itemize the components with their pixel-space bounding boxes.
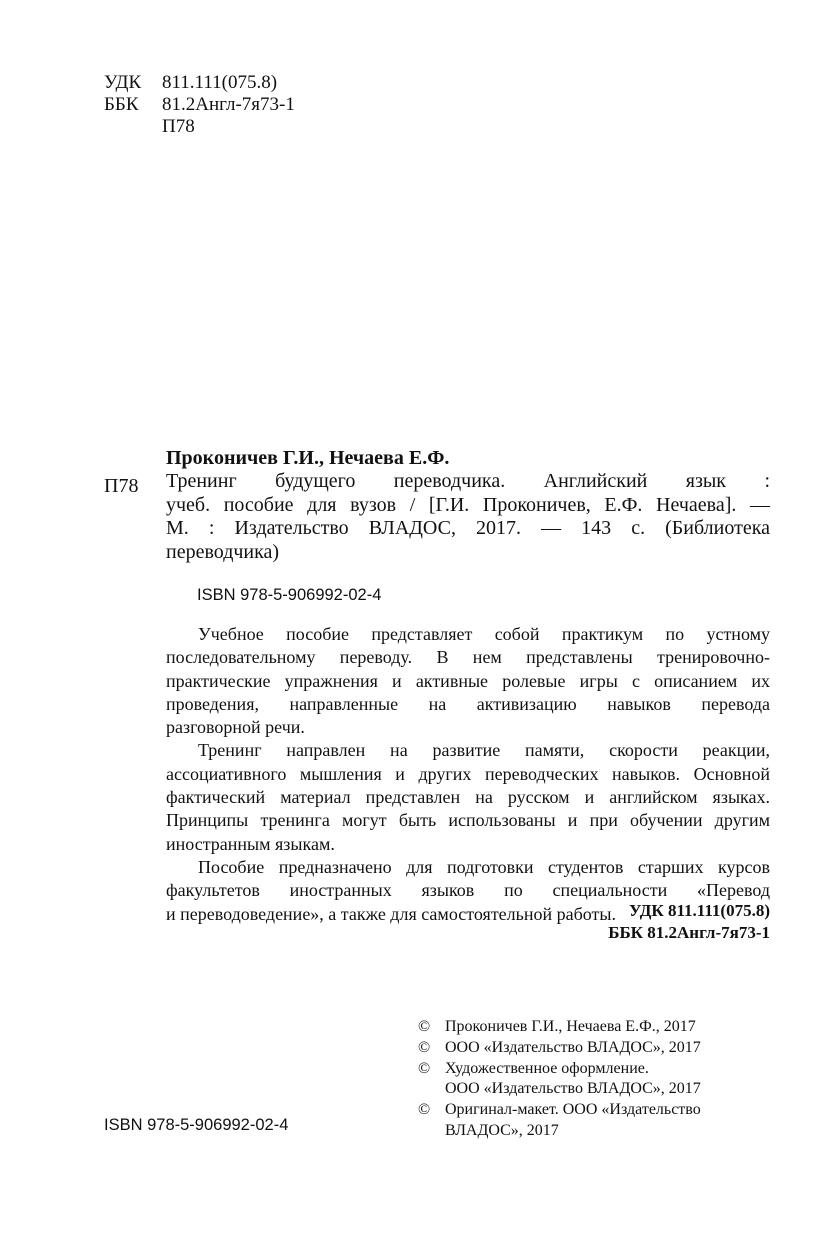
- annotation-line: Пособие предназначено для подготовки студентов старших курсов: [198, 856, 770, 877]
- copyright-entry-continuation: [418, 1079, 701, 1100]
- annotation-line: и переводоведение», а также для самостоятельной работы.: [166, 903, 616, 924]
- copyright-entry-continuation: [418, 1121, 701, 1142]
- copyright-text: Оригинал-макет. ООО «Издательство: [445, 1101, 701, 1119]
- copyright-icon: ©: [418, 1101, 431, 1119]
- bbk-code-right: ББК 81.2Англ-7я73-1: [608, 923, 770, 942]
- copyright-block: [418, 1017, 701, 1142]
- udk-row: [104, 72, 295, 94]
- bib-line: переводчика): [166, 540, 280, 563]
- copyright-icon: ©: [418, 1059, 431, 1077]
- annotation-line: проведения, направленные на активизацию навыков перевода: [166, 693, 770, 714]
- bib-line: Тренинг будущего переводчика. Английский язык :: [166, 470, 770, 492]
- copyright-entry: [418, 1100, 701, 1121]
- bbk-value: 81.2Англ-7я73-1: [162, 94, 295, 115]
- annotation: [166, 623, 770, 926]
- author-code: П78: [162, 116, 195, 137]
- bibliographic-description: [166, 470, 770, 564]
- annotation-line: практические упражнения и активные ролевые игры с описанием их: [166, 670, 770, 691]
- bbk-label: ББК: [104, 94, 139, 115]
- author-code-left: П78: [104, 475, 139, 497]
- udk-label: УДК: [104, 72, 142, 93]
- copyright-entry: [418, 1059, 701, 1080]
- classification-codes-right: [608, 900, 770, 944]
- classification-block: [104, 72, 295, 138]
- author-heading: Проконичев Г.И., Нечаева Е.Ф.: [166, 447, 450, 469]
- annotation-line: ассоциативного мышления и других переводческих навыков. Основной: [166, 763, 770, 784]
- bbk-row: [104, 94, 295, 116]
- copyright-entry: [418, 1017, 701, 1038]
- bib-line: учеб. пособие для вузов / [Г.И. Проконичев, Е.Ф. Нечаева]. —: [166, 493, 770, 516]
- udk-code-right: УДК 811.111(075.8): [628, 901, 770, 920]
- annotation-line: фактический материал представлен на русском и английском языках.: [166, 787, 770, 808]
- annotation-line: факультетов иностранных языков по специальности «Перевод: [166, 880, 770, 901]
- copyright-icon: ©: [418, 1038, 431, 1056]
- isbn-middle: ISBN 978-5-906992-02-4: [197, 586, 382, 604]
- copyright-entry: [418, 1038, 701, 1059]
- author-code-row: [104, 116, 295, 138]
- annotation-line: Учебное пособие представляет собой практикум по устному: [198, 624, 770, 644]
- copyright-text: Проконичев Г.И., Нечаева Е.Ф., 2017: [445, 1018, 696, 1035]
- annotation-line: последовательному переводу. В нем представлены тренировочно-: [166, 647, 770, 668]
- copyright-text: ООО «Издательство ВЛАДОС», 2017: [445, 1038, 701, 1056]
- annotation-line: разговорной речи.: [166, 717, 305, 738]
- copyright-icon: ©: [418, 1018, 431, 1035]
- copyright-text: ООО «Издательство ВЛАДОС», 2017: [445, 1080, 701, 1098]
- annotation-line: иностранным языкам.: [166, 833, 335, 854]
- copyright-text: Художественное оформление.: [445, 1059, 649, 1077]
- udk-value: 811.111(075.8): [162, 72, 278, 93]
- copyright-text: ВЛАДОС», 2017: [445, 1121, 559, 1139]
- isbn-bottom: ISBN 978-5-906992-02-4: [104, 1116, 289, 1134]
- bib-line: М. : Издательство ВЛАДОС, 2017. — 143 с. (Библиотека: [166, 517, 770, 539]
- annotation-line: Принципы тренинга могут быть использованы и при обучении другим: [166, 810, 770, 831]
- annotation-line: Тренинг направлен на развитие памяти, скорости реакции,: [198, 740, 770, 761]
